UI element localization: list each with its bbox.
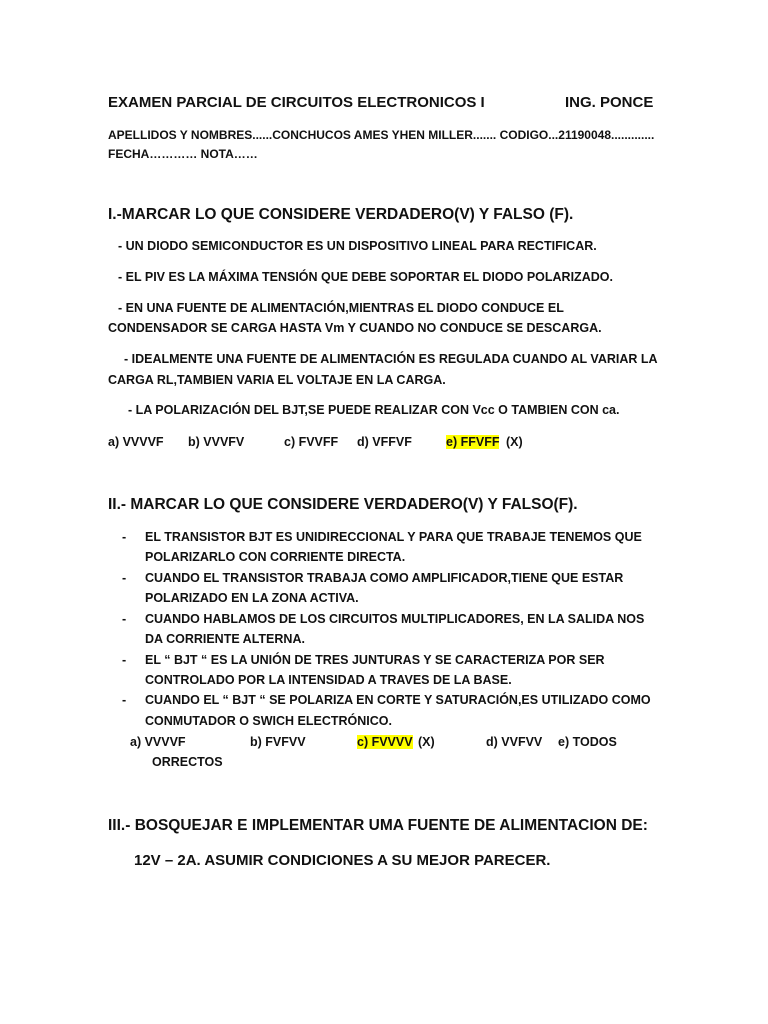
section-3-heading: III.- BOSQUEJAR E IMPLEMENTAR UMA FUENTE DE ALIMENTACION DE:	[108, 817, 648, 834]
section-2-item-cont: CONMUTADOR O SWICH ELECTRÓNICO.	[145, 714, 392, 728]
section-2-item: CUANDO EL “ BJT “ SE POLARIZA EN CORTE Y SATURACIÓN,ES UTILIZADO COMO	[145, 693, 651, 707]
section-2-item-cont: POLARIZARLO CON CORRIENTE DIRECTA.	[145, 550, 406, 564]
section-2-option-e: e) TODOS	[558, 735, 617, 749]
section-2-answer-mark: (X)	[418, 735, 435, 749]
section-3-subline: 12V – 2A. ASUMIR CONDICIONES A SU MEJOR PARECER.	[134, 852, 551, 869]
section-2-option-a: a) VVVVF	[130, 735, 186, 749]
section-2-item-cont: CONTROLADO POR LA INTENSIDAD A TRAVES DE LA BASE.	[145, 673, 512, 687]
bullet-dash: -	[122, 612, 127, 626]
section-1-item: - LA POLARIZACIÓN DEL BJT,SE PUEDE REALIZAR CON Vcc O TAMBIEN CON ca.	[128, 403, 620, 417]
section-2-item: CUANDO EL TRANSISTOR TRABAJA COMO AMPLIFICADOR,TIENE QUE ESTAR	[145, 571, 624, 585]
bullet-dash: -	[122, 653, 127, 667]
section-2-item-cont: DA CORRIENTE ALTERNA.	[145, 632, 305, 646]
section-1-heading: I.-MARCAR LO QUE CONSIDERE VERDADERO(V) Y FALSO (F).	[108, 206, 574, 223]
section-2-option-e-cont: ORRECTOS	[152, 755, 223, 769]
bullet-dash: -	[122, 571, 127, 585]
section-1-item: CARGA RL,TAMBIEN VARIA EL VOLTAJE EN LA CARGA.	[108, 373, 446, 387]
bullet-dash: -	[122, 693, 127, 707]
section-1-option-d: d) VFFVF	[357, 435, 412, 449]
section-1-option-b: b) VVVFV	[188, 435, 245, 449]
section-1-item: - IDEALMENTE UNA FUENTE DE ALIMENTACIÓN ES REGULADA CUANDO AL VARIAR LA	[124, 352, 658, 366]
section-1-item: - EN UNA FUENTE DE ALIMENTACIÓN,MIENTRAS EL DIODO CONDUCE EL	[118, 301, 564, 315]
section-1-answer-mark: (X)	[506, 435, 523, 449]
teacher-name: ING. PONCE	[565, 94, 654, 111]
section-2-option-d: d) VVFVV	[486, 735, 543, 749]
section-2-option-c-selected: c) FVVVV	[357, 735, 413, 749]
section-1-option-e-selected: e) FFVFF	[446, 435, 500, 449]
exam-title: EXAMEN PARCIAL DE CIRCUITOS ELECTRONICOS I	[108, 94, 485, 111]
section-1-item: CONDENSADOR SE CARGA HASTA Vm Y CUANDO NO CONDUCE SE DESCARGA.	[108, 321, 602, 335]
section-2-option-b: b) FVFVV	[250, 735, 306, 749]
section-1-item: - EL PIV ES LA MÁXIMA TENSIÓN QUE DEBE SOPORTAR EL DIODO POLARIZADO.	[118, 270, 613, 284]
date-grade-line: FECHA………… NOTA……	[108, 147, 258, 161]
bullet-dash: -	[122, 530, 127, 544]
section-1-option-c: c) FVVFF	[284, 435, 339, 449]
section-2-item: EL “ BJT “ ES LA UNIÓN DE TRES JUNTURAS Y SE CARACTERIZA POR SER	[145, 653, 605, 667]
section-1-item: - UN DIODO SEMICONDUCTOR ES UN DISPOSITIVO LINEAL PARA RECTIFICAR.	[118, 239, 597, 253]
section-2-item-cont: POLARIZADO EN LA ZONA ACTIVA.	[145, 591, 359, 605]
student-info-line: APELLIDOS Y NOMBRES......CONCHUCOS AMES YHEN MILLER....... CODIGO...21190048.............	[108, 128, 655, 142]
section-1-option-a: a) VVVVF	[108, 435, 164, 449]
section-2-item: EL TRANSISTOR BJT ES UNIDIRECCIONAL Y PARA QUE TRABAJE TENEMOS QUE	[145, 530, 642, 544]
section-2-item: CUANDO HABLAMOS DE LOS CIRCUITOS MULTIPLICADORES, EN LA SALIDA NOS	[145, 612, 645, 626]
section-2-heading: II.- MARCAR LO QUE CONSIDERE VERDADERO(V) Y FALSO(F).	[108, 496, 578, 513]
